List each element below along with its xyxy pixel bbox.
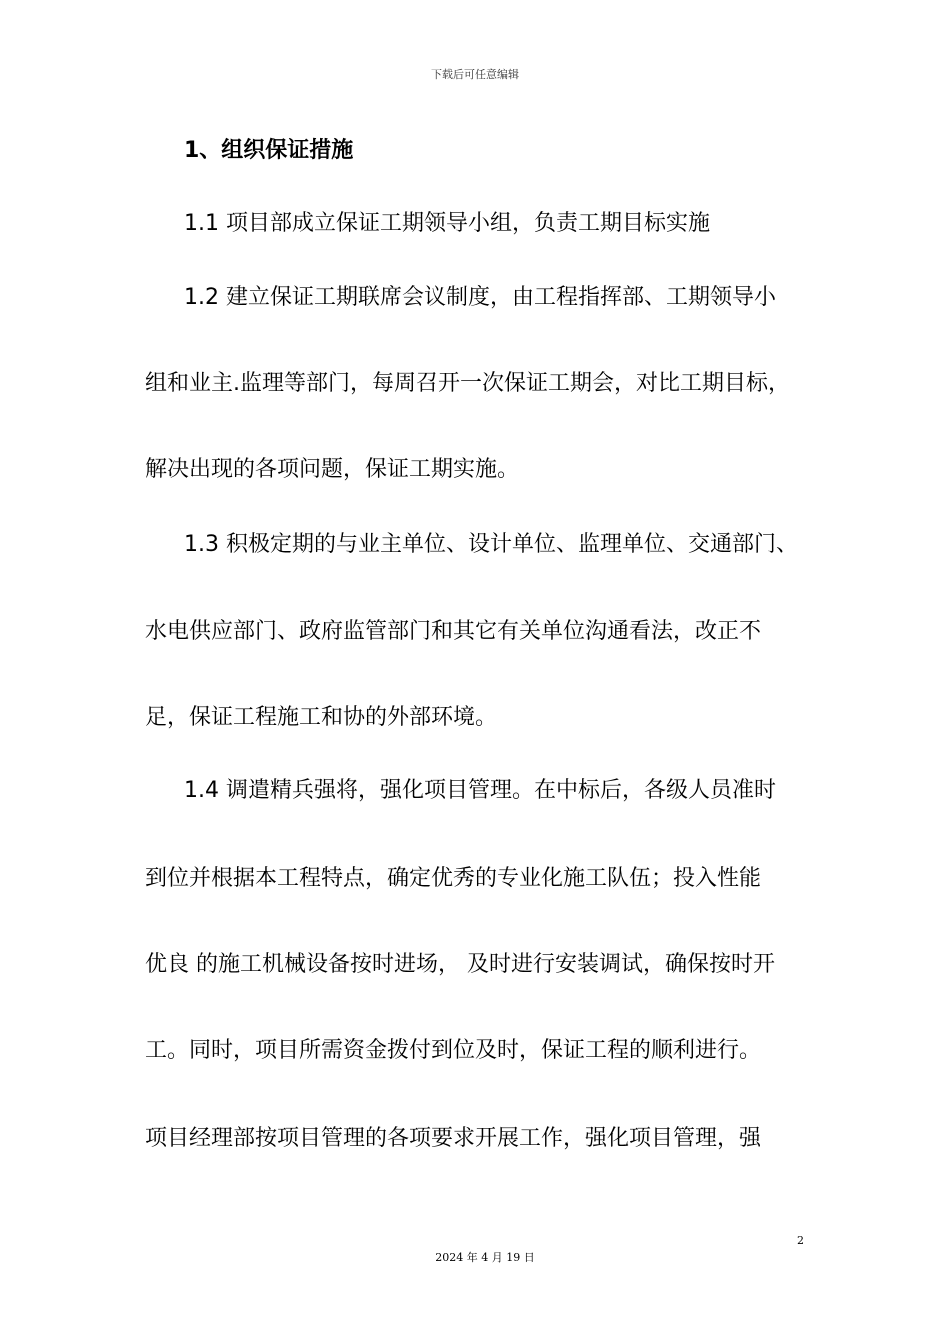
paragraph-line: 1.3 积极定期的与业主单位、设计单位、监理单位、交通部门、 [184, 532, 798, 557]
page-number: 2 [797, 1234, 804, 1247]
paragraph-line: 1.1 项目部成立保证工期领导小组，负责工期目标实施 [184, 211, 710, 236]
paragraph-line: 1.4 调遣精兵强将，强化项目管理。在中标后，各级人员准时 [184, 778, 776, 803]
paragraph-line: 组和业主.监理等部门，每周召开一次保证工期会，对比工期目标， [145, 371, 790, 396]
page-header-note: 下载后可任意编辑 [431, 68, 519, 81]
paragraph-line: 优良 的施工机械设备按时进场， 及时进行安装调试，确保按时开 [145, 952, 775, 977]
paragraph-line: 解决出现的各项问题，保证工期实施。 [145, 457, 520, 482]
paragraph-line: 足，保证工程施工和协的外部环境。 [145, 705, 498, 730]
footer-date: 2024 年 4 月 19 日 [435, 1251, 535, 1264]
section-heading: 1、组织保证措施 [184, 138, 354, 163]
paragraph-line: 项目经理部按项目管理的各项要求开展工作，强化项目管理，强 [145, 1126, 762, 1151]
paragraph-line: 工。同时，项目所需资金拨付到位及时，保证工程的顺利进行。 [145, 1038, 762, 1063]
paragraph-line: 1.2 建立保证工期联席会议制度，由工程指挥部、工期领导小 [184, 285, 776, 310]
paragraph-line: 到位并根据本工程特点，确定优秀的专业化施工队伍；投入性能 [145, 866, 762, 891]
paragraph-line: 水电供应部门、政府监管部门和其它有关单位沟通看法，改正不 [145, 619, 762, 644]
